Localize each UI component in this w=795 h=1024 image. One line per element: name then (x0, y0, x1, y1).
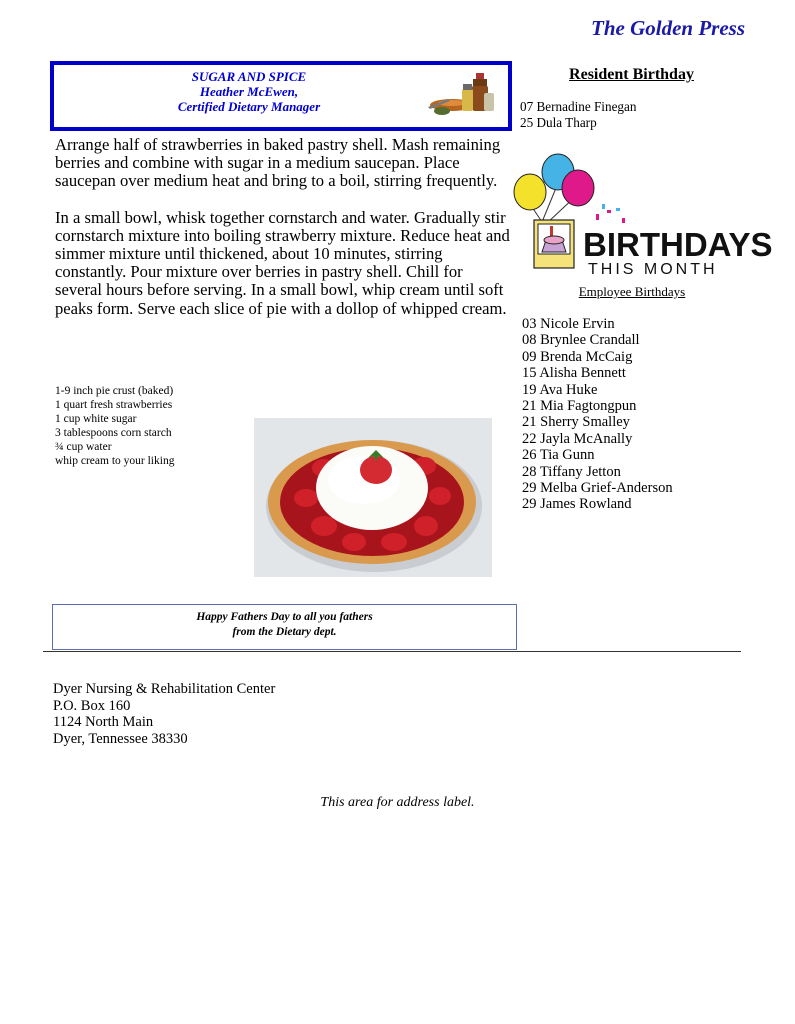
employee-birthday-list (522, 316, 673, 513)
list-item: 08 Brynlee Crandall (522, 332, 640, 349)
resident-birthday-list (520, 99, 636, 130)
recipe-paragraph-1: Arrange half of strawberries in baked pastry shell. Mash remaining berries and combine with sugar in a medium saucepan. Place saucepan over medium heat and bring to a boil, stirring frequently. (55, 135, 501, 191)
list-item: 26 Tia Gunn (522, 447, 595, 464)
ingredient-item: ¾ cup water (55, 441, 112, 453)
ingredient-item: 1 quart fresh strawberries (55, 399, 173, 411)
column-title: SUGAR AND SPICE (191, 69, 307, 84)
list-item: 07 Bernadine Finegan (520, 99, 637, 114)
birthdays-title-text: BIRTHDAYS (583, 226, 773, 263)
sugar-and-spice-box (50, 61, 512, 131)
recipe-paragraph-2: In a small bowl, whisk together cornstarch and water. Gradually stir cornstarch mixture into boiling strawberry mixture. Reduce heat and simmer mixture until thickened, about 10 minutes, stirring constantly. Pour mixture over berries in pastry shell. Chill for several hours before serving. In a small bowl, whip cream until soft peaks form. Serve each slice of pie with a dollop of whipped cream. (55, 207, 510, 318)
fathers-day-line: Happy Fathers Day to all you fathers (196, 611, 373, 623)
list-item: 03 Nicole Ervin (522, 316, 615, 332)
list-item: 25 Dula Tharp (520, 114, 597, 130)
ingredient-item: whip cream to your liking (55, 455, 175, 467)
address-line: P.O. Box 160 (53, 697, 131, 714)
address-line: Dyer, Tennessee 38330 (53, 730, 188, 747)
spice-jars-icon (422, 67, 498, 119)
list-item: 29 James Rowland (522, 496, 632, 513)
employee-birthdays-heading: Employee Birthdays (578, 284, 686, 299)
address-label-note: This area for address label. (320, 795, 475, 810)
birthdays-this-month-graphic (512, 152, 773, 280)
list-item: 15 Alisha Bennett (522, 365, 626, 382)
return-address (53, 681, 275, 747)
birthdays-subtitle-text: THIS MONTH (588, 261, 718, 278)
resident-birthday-heading: Resident Birthday (569, 66, 694, 83)
fathers-day-line: from the Dietary dept. (232, 626, 337, 638)
section-divider (43, 651, 741, 652)
list-item: 09 Brenda McCaig (522, 348, 633, 365)
ingredients-list (55, 384, 245, 468)
column-credential: Certified Dietary Manager (177, 99, 321, 114)
ingredient-item: 3 tablespoons corn starch (55, 427, 172, 439)
strawberry-pie-image (254, 418, 492, 577)
ingredient-item: 1-9 inch pie crust (baked) (55, 385, 174, 397)
ingredient-item: 1 cup white sugar (55, 413, 137, 425)
recipe-text (55, 136, 510, 336)
list-item: 29 Melba Grief-Anderson (522, 480, 673, 497)
fathers-day-box (52, 604, 517, 650)
list-item: 28 Tiffany Jetton (522, 463, 621, 480)
list-item: 22 Jayla McAnally (522, 430, 633, 447)
column-author: Heather McEwen, (199, 84, 299, 99)
newsletter-title: The Golden Press (591, 16, 745, 40)
list-item: 21 Mia Fagtongpun (522, 398, 637, 415)
list-item: 19 Ava Huke (522, 381, 598, 398)
address-line: 1124 North Main (53, 714, 154, 730)
list-item: 21 Sherry Smalley (522, 414, 630, 431)
address-line: Dyer Nursing & Rehabilitation Center (53, 681, 276, 697)
